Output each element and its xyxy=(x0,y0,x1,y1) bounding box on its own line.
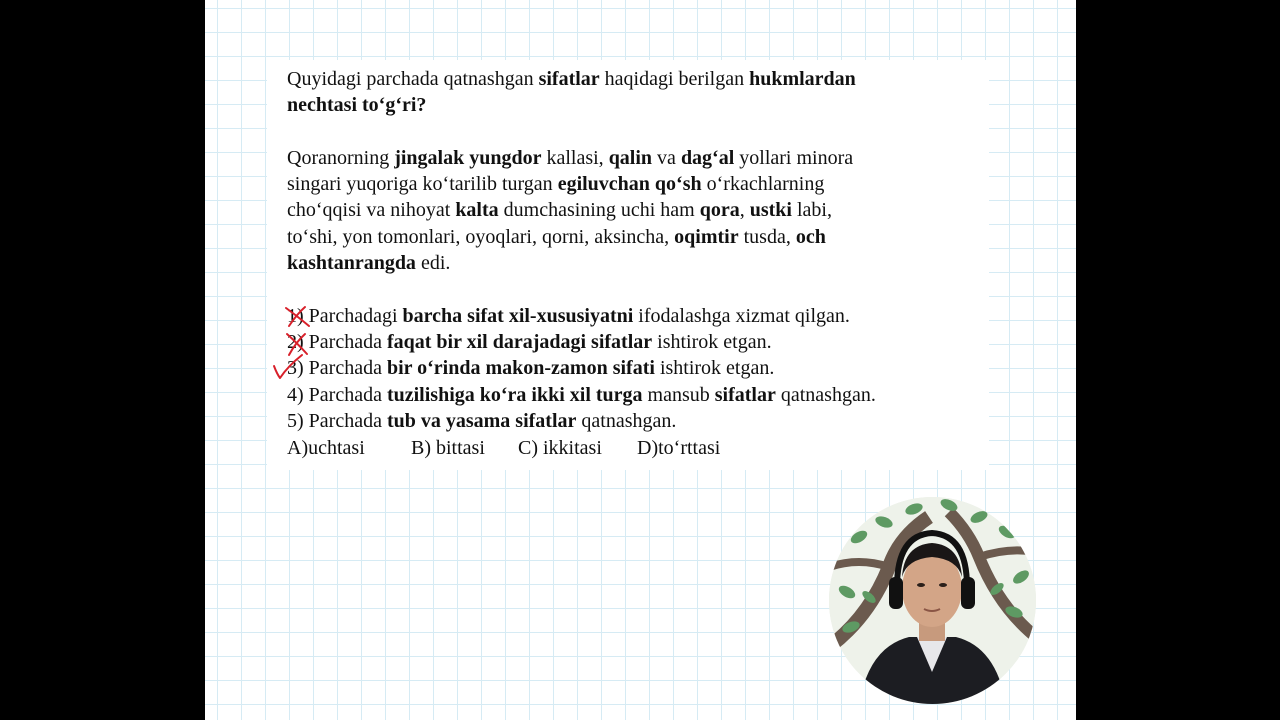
statement-5 xyxy=(287,408,676,434)
text-run: 1) Parchadagi xyxy=(287,305,403,327)
text-run: edi. xyxy=(415,252,451,274)
text-run: kallasi, xyxy=(541,147,609,169)
bold-text: egiluvchan qo‘sh xyxy=(557,173,702,195)
text-run: singari yuqoriga ko‘tarilib turgan xyxy=(287,173,558,195)
webcam-overlay xyxy=(829,497,1036,704)
statement-4 xyxy=(287,382,876,408)
bold-text: kalta xyxy=(455,199,499,221)
text-run: ifodalashga xizmat qilgan. xyxy=(633,305,850,327)
text-run: yollari minora xyxy=(734,147,854,169)
text-run: 2) Parchada xyxy=(287,331,387,353)
text-run: qatnashgan. xyxy=(775,384,876,406)
text-run: dumchasining uchi ham xyxy=(498,199,700,221)
text-run: cho‘qqisi va nihoyat xyxy=(287,199,456,221)
text-run: qatnashgan. xyxy=(576,410,677,432)
bold-text: dag‘al xyxy=(680,147,735,169)
answer-b: B) bittasi xyxy=(411,437,485,459)
text-run: 4) Parchada xyxy=(287,384,387,406)
text-run: haqidagi berilgan xyxy=(599,68,750,90)
text-run: , xyxy=(739,199,750,221)
bold-text: tub va yasama sifatlar xyxy=(386,410,577,432)
passage-line-1 xyxy=(287,145,853,171)
text-run: ishtirok etgan. xyxy=(654,357,775,379)
bold-text: ustki xyxy=(749,199,792,221)
question-line-2 xyxy=(287,92,426,118)
bold-text: hukmlardan xyxy=(749,68,856,90)
question-line-1 xyxy=(287,66,856,92)
bold-text: qalin xyxy=(608,147,653,169)
passage-line-4 xyxy=(287,224,826,250)
bold-text: nechtasi to‘g‘ri? xyxy=(287,94,427,116)
text-run: 5) Parchada xyxy=(287,410,387,432)
passage-line-2 xyxy=(287,171,824,197)
passage-line-3 xyxy=(287,197,832,223)
bold-text: och xyxy=(795,226,826,248)
text-panel xyxy=(267,60,989,470)
bold-text: sifatlar xyxy=(714,384,776,406)
presenter-video xyxy=(829,497,1036,704)
bold-text: jingalak yungdor xyxy=(394,147,542,169)
text-run: va xyxy=(652,147,681,169)
bold-text: sifatlar xyxy=(538,68,600,90)
bold-text: barcha sifat xil-xususiyatni xyxy=(402,305,634,327)
text-run: tusda, xyxy=(738,226,796,248)
statement-1 xyxy=(287,303,850,329)
text-run: Qoranorning xyxy=(287,147,395,169)
text-run: labi, xyxy=(791,199,832,221)
statement-2 xyxy=(287,329,772,355)
text-run: 3) Parchada xyxy=(287,357,387,379)
text-run: mansub xyxy=(642,384,715,406)
check-mark xyxy=(271,352,307,382)
bold-text: faqat bir xil darajadagi sifatlar xyxy=(386,331,653,353)
passage-line-5 xyxy=(287,250,450,276)
answer-c: C) ikkitasi xyxy=(518,437,602,459)
text-run: ishtirok etgan. xyxy=(652,331,772,353)
text-run: Quyidagi parchada qatnashgan xyxy=(287,68,539,90)
bold-text: oqimtir xyxy=(674,226,739,248)
text-run: to‘shi, yon tomonlari, oyoqlari, qorni, aksincha, xyxy=(287,226,675,248)
statement-3 xyxy=(287,355,774,381)
answer-options xyxy=(287,435,720,461)
bold-text: bir o‘rinda makon-zamon sifati xyxy=(386,357,655,379)
cross-mark-1 xyxy=(283,304,313,330)
bold-text: tuzilishiga ko‘ra ikki xil turga xyxy=(386,384,643,406)
answer-d: D)to‘rttasi xyxy=(637,437,721,459)
text-run: o‘rkachlarning xyxy=(701,173,825,195)
bold-text: qora xyxy=(699,199,740,221)
bold-text: kashtanrangda xyxy=(287,252,416,274)
answer-a: A)uchtasi xyxy=(287,437,365,459)
